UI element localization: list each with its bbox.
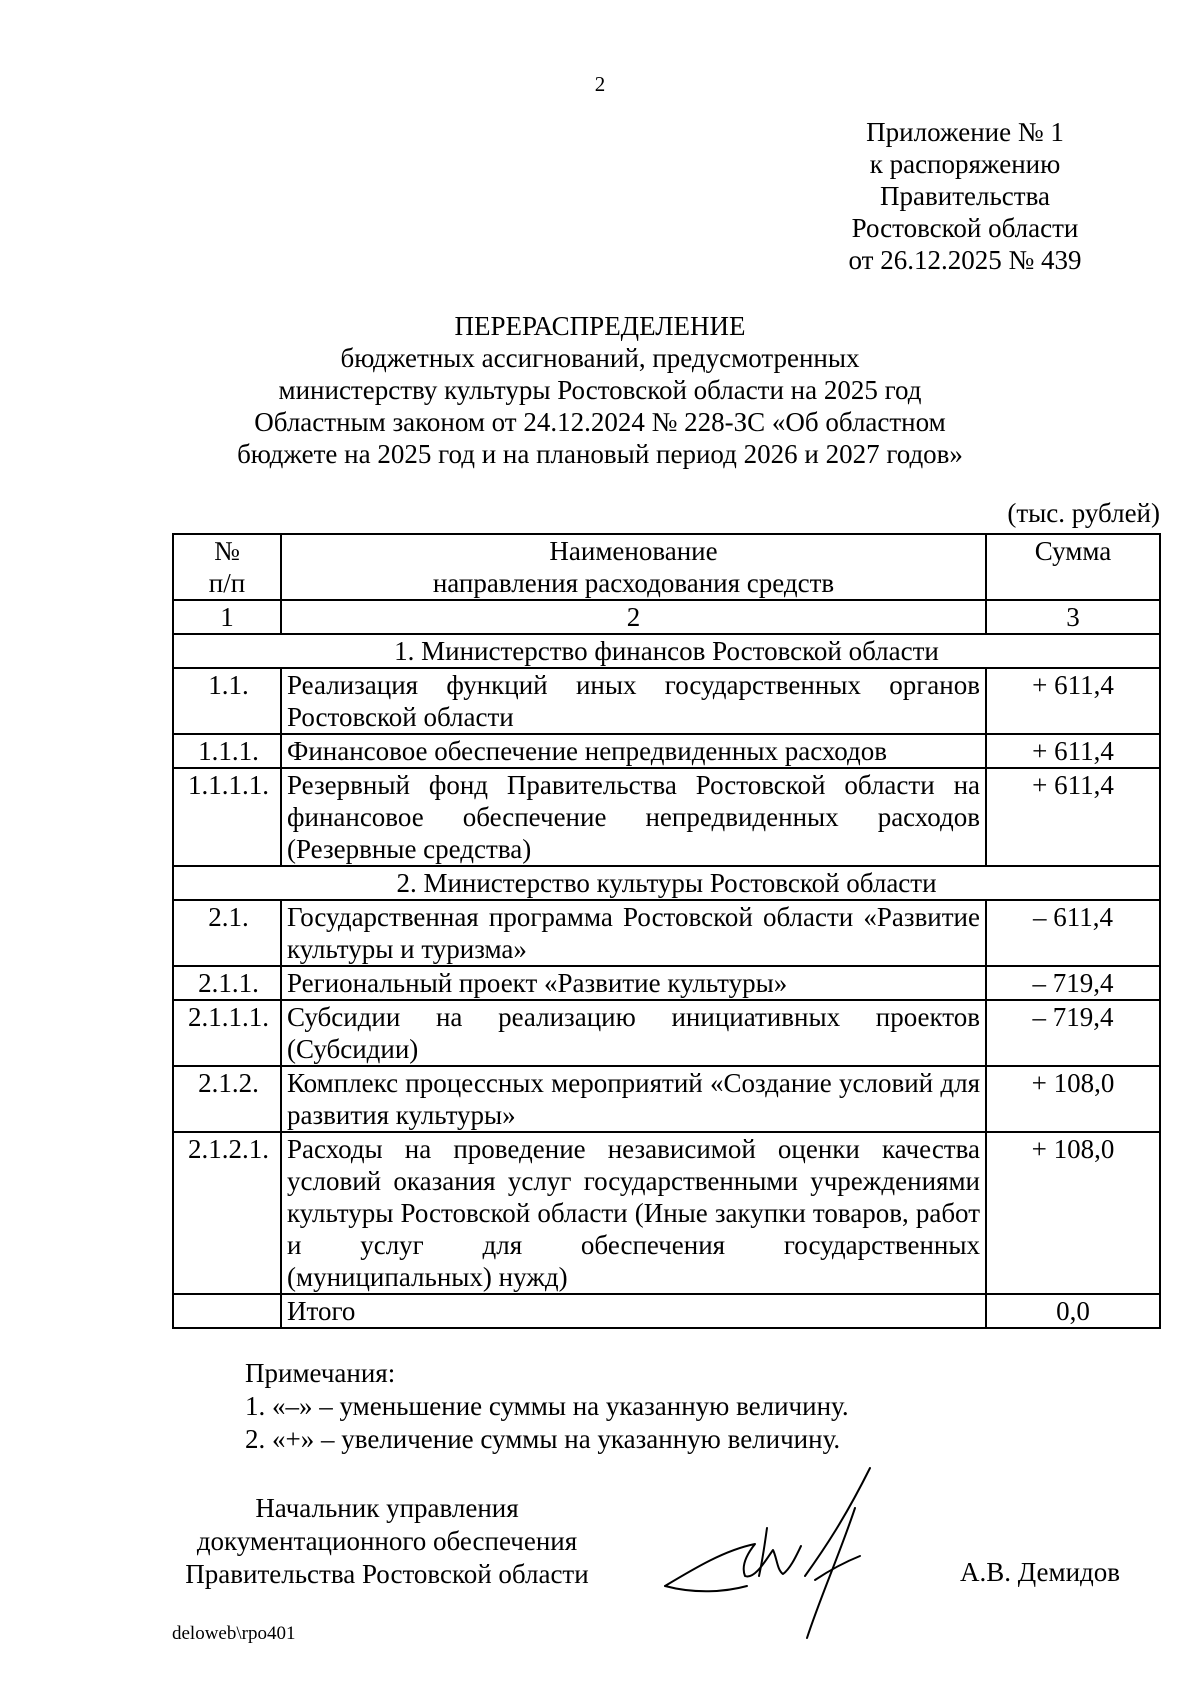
table-row (173, 734, 1160, 768)
signer-position (172, 1492, 602, 1591)
row-number: 2.1.1.1. (173, 1000, 281, 1066)
signature-stroke (665, 1586, 747, 1591)
row-sum: + 611,4 (986, 734, 1160, 768)
signature-stroke (805, 1468, 870, 1576)
units-label: (тыс. рублей) (1007, 498, 1160, 528)
row-sum: + 611,4 (986, 668, 1160, 734)
signer-name: А.В. Демидов (960, 1557, 1121, 1587)
table-row (173, 768, 1160, 866)
footer-code: deloweb\rpo401 (172, 1623, 296, 1644)
appendix-block (800, 116, 1130, 276)
signer-position-line: Начальник управления (255, 1493, 519, 1523)
row-name: Реализация функций иных государственных органов Ростовской области (281, 668, 986, 734)
table-header-row (173, 534, 1160, 600)
note-item: 1. «–» – уменьшение суммы на указанную величину. (245, 1391, 849, 1421)
row-name: Комплекс процессных мероприятий «Создание условий для развития культуры» (281, 1066, 986, 1132)
section-title: 2. Министерство культуры Ростовской области (173, 866, 1160, 900)
title-line: бюджетных ассигнований, предусмотренных (340, 343, 860, 373)
notes-heading: Примечания: (245, 1358, 396, 1388)
title-line: Областным законом от 24.12.2024 № 228-ЗС «Об областном (254, 407, 946, 437)
header-num (173, 534, 281, 600)
title-heading: ПЕРЕРАСПРЕДЕЛЕНИЕ (454, 311, 746, 341)
table-row (173, 1066, 1160, 1132)
note-item: 2. «+» – увеличение суммы на указанную величину. (245, 1424, 841, 1454)
row-name: Государственная программа Ростовской области «Развитие культуры и туризма» (281, 900, 986, 966)
column-number: 2 (281, 600, 986, 634)
total-row (173, 1294, 1160, 1328)
row-sum: + 108,0 (986, 1132, 1160, 1294)
section-row (173, 634, 1160, 668)
column-number-row (173, 600, 1160, 634)
row-number: 1.1.1. (173, 734, 281, 768)
signature-stroke (665, 1544, 801, 1586)
row-name: Резервный фонд Правительства Ростовской области на финансовое обеспечение непредвиденных расходов (Резервные средства) (281, 768, 986, 866)
row-number: 2.1.2.1. (173, 1132, 281, 1294)
appendix-line: Приложение № 1 (866, 117, 1064, 147)
row-name: Расходы на проведение независимой оценки качества условий оказания услуг государственными учреждениями культуры Ростовской области (Иные закупки товаров, работ и услуг для обеспечения государственных (муниципальных) нужд) (281, 1132, 986, 1294)
row-sum: + 108,0 (986, 1066, 1160, 1132)
row-sum: – 719,4 (986, 1000, 1160, 1066)
page-number: 2 (594, 72, 606, 96)
table-row (173, 966, 1160, 1000)
row-name: Региональный проект «Развитие культуры» (281, 966, 986, 1000)
total-empty-cell (173, 1294, 281, 1328)
header-num-line: № (214, 536, 240, 566)
document-title (0, 310, 1200, 470)
row-sum: + 611,4 (986, 768, 1160, 866)
title-line: бюджете на 2025 год и на плановый период 2026 и 2027 годов» (237, 439, 963, 469)
budget-table (172, 533, 1161, 1329)
total-label: Итого (281, 1294, 986, 1328)
header-num-line: п/п (208, 568, 246, 598)
signer-position-line: документационного обеспечения (196, 1526, 578, 1556)
title-line: министерству культуры Ростовской области на 2025 год (278, 375, 922, 405)
table-row (173, 900, 1160, 966)
signature-stroke (759, 1528, 767, 1576)
row-sum: – 719,4 (986, 966, 1160, 1000)
table-row (173, 1132, 1160, 1294)
table-row (173, 668, 1160, 734)
appendix-line: к распоряжению (869, 149, 1061, 179)
appendix-line: от 26.12.2025 № 439 (848, 245, 1082, 275)
signature-stroke (807, 1508, 855, 1638)
header-name (281, 534, 986, 600)
row-sum: – 611,4 (986, 900, 1160, 966)
notes-block (245, 1357, 849, 1456)
row-number: 2.1.1. (173, 966, 281, 1000)
appendix-line: Правительства (880, 181, 1050, 211)
section-row (173, 866, 1160, 900)
header-name-line: Наименование (549, 536, 718, 566)
row-number: 1.1.1.1. (173, 768, 281, 866)
row-name: Финансовое обеспечение непредвиденных расходов (281, 734, 986, 768)
row-number: 2.1. (173, 900, 281, 966)
row-name: Субсидии на реализацию инициативных проектов (Субсидии) (281, 1000, 986, 1066)
handwritten-signature (655, 1458, 955, 1648)
total-sum: 0,0 (986, 1294, 1160, 1328)
column-number: 3 (986, 600, 1160, 634)
header-name-line: направления расходования средств (432, 568, 835, 598)
column-number: 1 (173, 600, 281, 634)
section-title: 1. Министерство финансов Ростовской области (173, 634, 1160, 668)
row-number: 2.1.2. (173, 1066, 281, 1132)
signature-stroke (815, 1556, 860, 1580)
row-number: 1.1. (173, 668, 281, 734)
appendix-line: Ростовской области (851, 213, 1079, 243)
table-row (173, 1000, 1160, 1066)
header-sum: Сумма (986, 534, 1160, 600)
signer-position-line: Правительства Ростовской области (185, 1559, 589, 1589)
